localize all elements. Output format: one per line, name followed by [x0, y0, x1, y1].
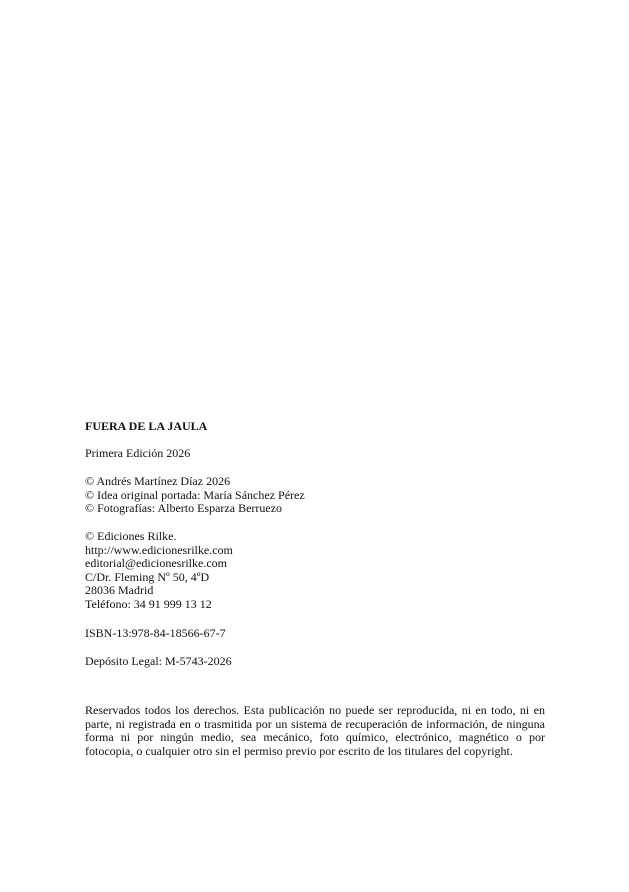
isbn-line: ISBN-13:978-84-18566-67-7	[85, 626, 226, 640]
publisher-block	[85, 530, 545, 611]
book-title: FUERA DE LA JAULA	[85, 419, 208, 433]
publisher-city: 28036 Madrid	[85, 583, 154, 597]
publisher-address: C/Dr. Fleming Nº 50, 4ºD	[85, 569, 210, 584]
publisher-name: © Ediciones Rilke.	[85, 529, 177, 543]
author-credit: © Andrés Martínez Díaz 2026	[85, 474, 231, 488]
photography-credit: © Fotografías: Alberto Esparza Berruezo	[85, 501, 283, 515]
rights-notice: Reservados todos los derechos. Esta publicación no puede ser reproducida, ni en todo, ni en parte, ni registrada en o trasmitida por un sistema de recuperación de información, de ninguna forma ni por ningún medio, sea mecánico, foto químico, electrónico, magnético o por fotocopia, o cualquier otro sin el permiso previo por escrito de los titulares del copyright.	[85, 703, 545, 758]
cover-idea-credit: © Idea original portada: María Sánchez Pérez	[85, 487, 305, 502]
legal-deposit-line: Depósito Legal: M-5743-2026	[85, 654, 232, 668]
edition-line: Primera Edición 2026	[85, 446, 191, 460]
publisher-email: editorial@edicionesrilke.com	[85, 556, 228, 570]
credits-block	[85, 475, 545, 516]
publisher-website: http://www.edicionesrilke.com	[85, 542, 233, 557]
publisher-phone: Teléfono: 34 91 999 13 12	[85, 596, 212, 611]
